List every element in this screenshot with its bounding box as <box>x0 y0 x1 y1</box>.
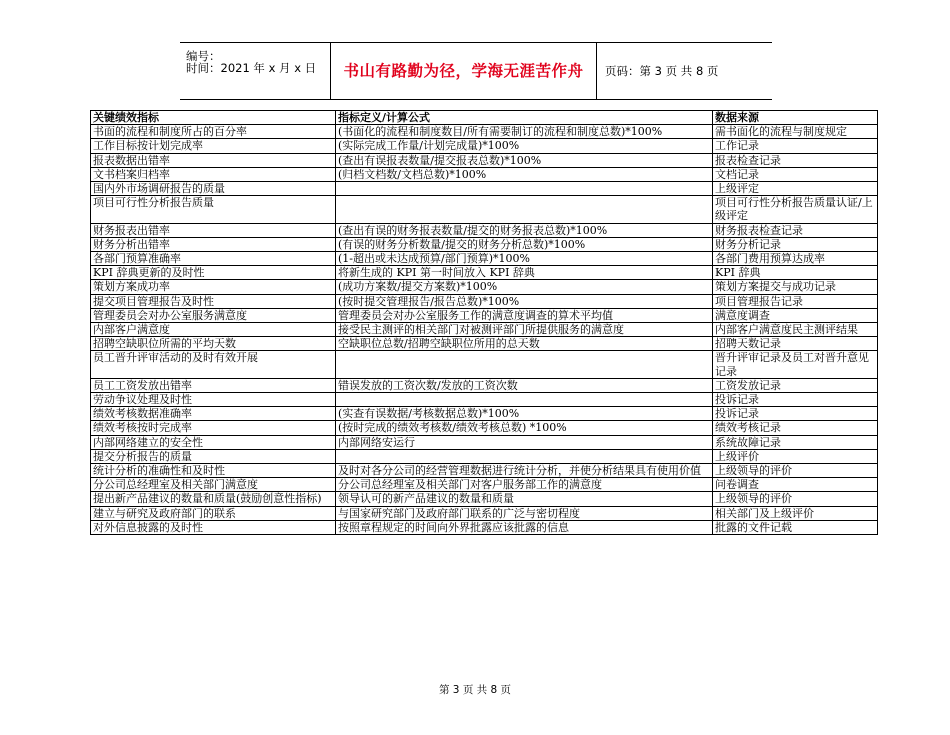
page-footer: 第 3 页 共 8 页 <box>438 684 512 696</box>
kpi-source-cell: 文档记录 <box>713 167 878 181</box>
kpi-source-cell: 内部客户满意度民主测评结果 <box>713 323 878 337</box>
kpi-definition-cell: 空缺职位总数/招聘空缺职位所用的总天数 <box>336 337 713 351</box>
table-row <box>91 167 878 181</box>
page-header <box>180 42 772 100</box>
kpi-name-cell: KPI 辞典更新的及时性 <box>91 266 336 280</box>
kpi-name-cell: 书面的流程和制度所占的百分率 <box>91 125 336 139</box>
table-row <box>91 308 878 322</box>
table-row <box>91 421 878 435</box>
kpi-name-cell: 策划方案成功率 <box>91 280 336 294</box>
kpi-source-cell: 批露的文件记载 <box>713 520 878 534</box>
kpi-definition-cell: (实际完成工作量/计划完成量)*100% <box>336 139 713 153</box>
kpi-name-cell: 各部门预算准确率 <box>91 252 336 266</box>
kpi-source-cell: 上级领导的评价 <box>713 492 878 506</box>
kpi-definition-cell: (成功方案数/提交方案数)*100% <box>336 280 713 294</box>
kpi-name-cell: 工作目标按计划完成率 <box>91 139 336 153</box>
kpi-name-cell: 建立与研究及政府部门的联系 <box>91 506 336 520</box>
kpi-definition-cell: (实查有误数据/考核数据总数)*100% <box>336 407 713 421</box>
kpi-name-cell: 提交分析报告的质量 <box>91 449 336 463</box>
kpi-definition-cell: (查出有误报表数量/提交报表总数)*100% <box>336 153 713 167</box>
table-row <box>91 252 878 266</box>
kpi-source-cell: 工资发放记录 <box>713 378 878 392</box>
kpi-name-cell: 绩效考核数据准确率 <box>91 407 336 421</box>
table-row <box>91 237 878 251</box>
table-row <box>91 520 878 534</box>
kpi-source-cell: 投诉记录 <box>713 393 878 407</box>
table-row <box>91 478 878 492</box>
kpi-definition-cell: 将新生成的 KPI 第一时间放入 KPI 辞典 <box>336 266 713 280</box>
kpi-name-cell: 财务报表出错率 <box>91 223 336 237</box>
kpi-source-cell: KPI 辞典 <box>713 266 878 280</box>
kpi-source-cell: 项目管理报告记录 <box>713 294 878 308</box>
table-row <box>91 196 878 223</box>
kpi-source-cell: 投诉记录 <box>713 407 878 421</box>
kpi-source-cell: 相关部门及上级评价 <box>713 506 878 520</box>
kpi-definition-cell <box>336 393 713 407</box>
kpi-source-cell: 满意度调查 <box>713 308 878 322</box>
kpi-source-cell: 需书面化的流程与制度规定 <box>713 125 878 139</box>
table-row <box>91 378 878 392</box>
table-row <box>91 280 878 294</box>
kpi-definition-cell: (1-超出或未达成预算/部门预算)*100% <box>336 252 713 266</box>
table-header-row <box>91 111 878 125</box>
kpi-name-cell: 对外信息披露的及时性 <box>91 520 336 534</box>
kpi-definition-cell <box>336 182 713 196</box>
kpi-definition-cell <box>336 196 713 223</box>
kpi-source-cell: 策划方案提交与成功记录 <box>713 280 878 294</box>
kpi-source-cell: 晋升评审记录及员工对晋升意见记录 <box>713 351 878 378</box>
table-row <box>91 182 878 196</box>
kpi-definition-cell: 内部网络安运行 <box>336 435 713 449</box>
table-row <box>91 223 878 237</box>
kpi-definition-cell: 管理委员会对办公室服务工作的满意度调查的算术平均值 <box>336 308 713 322</box>
table-row <box>91 337 878 351</box>
table-row <box>91 139 878 153</box>
kpi-source-cell: 上级领导的评价 <box>713 464 878 478</box>
table-row <box>91 435 878 449</box>
kpi-name-cell: 内部网络建立的安全性 <box>91 435 336 449</box>
kpi-source-cell: 上级评定 <box>713 182 878 196</box>
table-row <box>91 294 878 308</box>
header-page-info: 页码：第 3 页 共 8 页 <box>605 64 719 78</box>
kpi-source-cell: 系统故障记录 <box>713 435 878 449</box>
table-row <box>91 407 878 421</box>
kpi-source-cell: 招聘天数记录 <box>713 337 878 351</box>
kpi-definition-cell: (书面化的流程和制度数目/所有需要制订的流程和制度总数)*100% <box>336 125 713 139</box>
table-row <box>91 464 878 478</box>
kpi-name-cell: 招聘空缺职位所需的平均天数 <box>91 337 336 351</box>
table-row <box>91 492 878 506</box>
kpi-definition-cell: (按时提交管理报告/报告总数)*100% <box>336 294 713 308</box>
kpi-name-cell: 项目可行性分析报告质量 <box>91 196 336 223</box>
header-motto: 书山有路勤为径，学海无涯苦作舟 <box>330 43 597 99</box>
kpi-source-cell: 工作记录 <box>713 139 878 153</box>
kpi-name-cell: 报表数据出错率 <box>91 153 336 167</box>
kpi-source-cell: 报表检查记录 <box>713 153 878 167</box>
kpi-source-cell: 各部门费用预算达成率 <box>713 252 878 266</box>
kpi-source-cell: 问卷调查 <box>713 478 878 492</box>
table-row <box>91 153 878 167</box>
table-row <box>91 393 878 407</box>
kpi-source-cell: 财务报表检查记录 <box>713 223 878 237</box>
kpi-definition-cell: 领导认可的新产品建议的数量和质量 <box>336 492 713 506</box>
kpi-definition-cell: (查出有误的财务报表数量/提交的财务报表总数)*100% <box>336 223 713 237</box>
header-kpi: 关键绩效指标 <box>91 111 336 125</box>
kpi-name-cell: 提出新产品建议的数量和质量(鼓励创意性指标) <box>91 492 336 506</box>
document-number-label: 编号： <box>186 49 221 63</box>
header-definition: 指标定义/计算公式 <box>336 111 713 125</box>
kpi-source-cell: 财务分析记录 <box>713 237 878 251</box>
table-row <box>91 449 878 463</box>
header-source: 数据来源 <box>713 111 878 125</box>
kpi-definition-cell: 及时对各分公司的经营管理数据进行统计分析，并使分析结果具有使用价值 <box>336 464 713 478</box>
header-meta <box>180 43 330 99</box>
kpi-definition-cell <box>336 449 713 463</box>
kpi-definition-cell: 与国家研究部门及政府部门联系的广泛与密切程度 <box>336 506 713 520</box>
kpi-name-cell: 提交项目管理报告及时性 <box>91 294 336 308</box>
document-time: 时间：2021 年 x 月 x 日 <box>186 61 317 75</box>
kpi-definition-cell: (有误的财务分析数量/提交的财务分析总数)*100% <box>336 237 713 251</box>
kpi-source-cell: 项目可行性分析报告质量认证/上级评定 <box>713 196 878 223</box>
kpi-source-cell: 上级评价 <box>713 449 878 463</box>
kpi-definition-cell: 按照章程规定的时间向外界批露应该批露的信息 <box>336 520 713 534</box>
kpi-definition-cell: 错误发放的工资次数/发放的工资次数 <box>336 378 713 392</box>
kpi-name-cell: 国内外市场调研报告的质量 <box>91 182 336 196</box>
kpi-source-cell: 绩效考核记录 <box>713 421 878 435</box>
kpi-definition-cell: 分公司总经理室及相关部门对客户服务部工作的满意度 <box>336 478 713 492</box>
table-row <box>91 266 878 280</box>
kpi-definition-cell <box>336 351 713 378</box>
kpi-name-cell: 统计分析的准确性和及时性 <box>91 464 336 478</box>
table-row <box>91 125 878 139</box>
kpi-name-cell: 财务分析出错率 <box>91 237 336 251</box>
kpi-name-cell: 分公司总经理室及相关部门满意度 <box>91 478 336 492</box>
kpi-table <box>90 110 878 535</box>
table-row <box>91 506 878 520</box>
kpi-name-cell: 劳动争议处理及时性 <box>91 393 336 407</box>
kpi-definition-cell: (按时完成的绩效考核数/绩效考核总数) *100% <box>336 421 713 435</box>
kpi-name-cell: 绩效考核按时完成率 <box>91 421 336 435</box>
kpi-definition-cell: (归档文档数/文档总数)*100% <box>336 167 713 181</box>
kpi-name-cell: 文书档案归档率 <box>91 167 336 181</box>
kpi-definition-cell: 接受民主测评的相关部门对被测评部门所提供服务的满意度 <box>336 323 713 337</box>
kpi-name-cell: 员工晋升评审活动的及时有效开展 <box>91 351 336 378</box>
kpi-name-cell: 员工工资发放出错率 <box>91 378 336 392</box>
table-row <box>91 351 878 378</box>
table-row <box>91 323 878 337</box>
kpi-name-cell: 内部客户满意度 <box>91 323 336 337</box>
kpi-name-cell: 管理委员会对办公室服务满意度 <box>91 308 336 322</box>
